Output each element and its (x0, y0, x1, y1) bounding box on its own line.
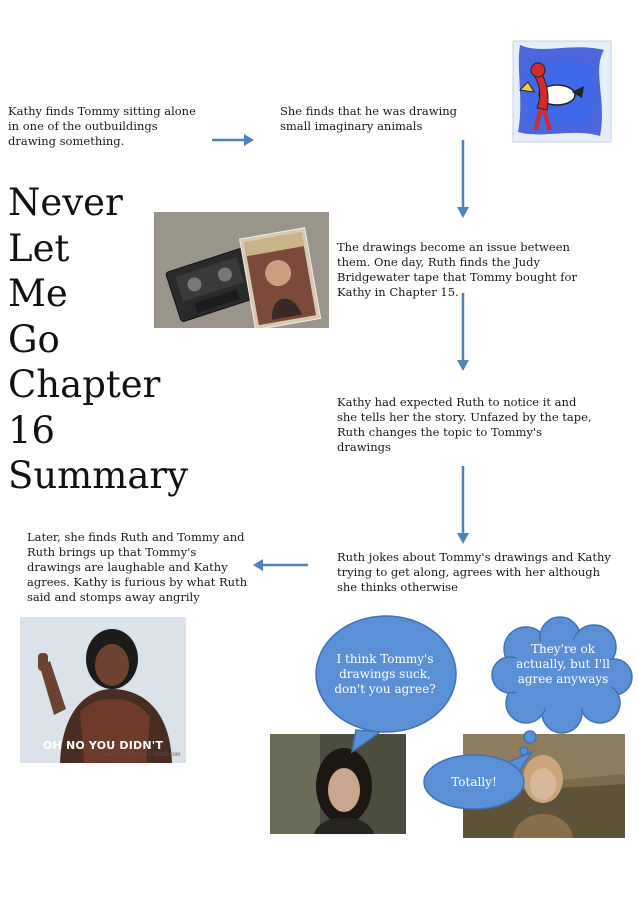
step-3-text: The drawings become an issue between them. One day, Ruth finds the Judy Bridgewater tape that Tommy bought for Kathy in Chapter 15. (337, 240, 577, 299)
arrow-down-icon (455, 293, 471, 373)
title-line: Go (8, 317, 60, 361)
title-line: Me (8, 272, 68, 315)
step-1-text: Kathy finds Tommy sitting alone in one of the outbuildings drawing something. (8, 104, 196, 148)
arrow-down-icon (455, 140, 471, 220)
child-drawing-image (512, 40, 612, 143)
meme-caption: OH NO YOU DIDN'T (42, 739, 164, 752)
kathy-thought-text: They're ok actually, but I'll agree anyways (516, 642, 610, 686)
kathy-speech-text: Totally! (451, 775, 497, 789)
title-line: Summary (8, 454, 188, 497)
title-line: 16 (8, 408, 56, 452)
arrow-left-icon (252, 557, 310, 573)
step-6-text: Later, she finds Ruth and Tommy and Ruth brings up that Tommy's drawings are laughable and Kathy agrees. Kathy is furious by what Ruth said and stomps away angrily (27, 530, 248, 604)
title-line: Chapter (8, 363, 161, 406)
ruth-speech-text: I think Tommy's drawings suck, don't you agree? (334, 652, 436, 696)
title-line: Never (8, 181, 123, 224)
step-5-text: Ruth jokes about Tommy's drawings and Kathy trying to get along, agrees with her although she thinks otherwise (337, 550, 611, 594)
meme-footer: MAKE A FUNNY PIC + FRABZ.COM (103, 753, 180, 758)
cassette-tape-photo (154, 212, 329, 328)
step-2-text: She finds that he was drawing small imaginary animals (280, 104, 458, 133)
meme-photo (20, 617, 186, 763)
arrow-right-icon (210, 132, 255, 148)
kathy-thought-bubble (490, 617, 634, 759)
title-line: Let (8, 226, 70, 270)
step-4-text: Kathy had expected Ruth to notice it and she tells her the story. Unfazed by the tape, Ruth changes the topic to Tommy's drawings (337, 395, 592, 454)
arrow-down-icon (455, 466, 471, 546)
